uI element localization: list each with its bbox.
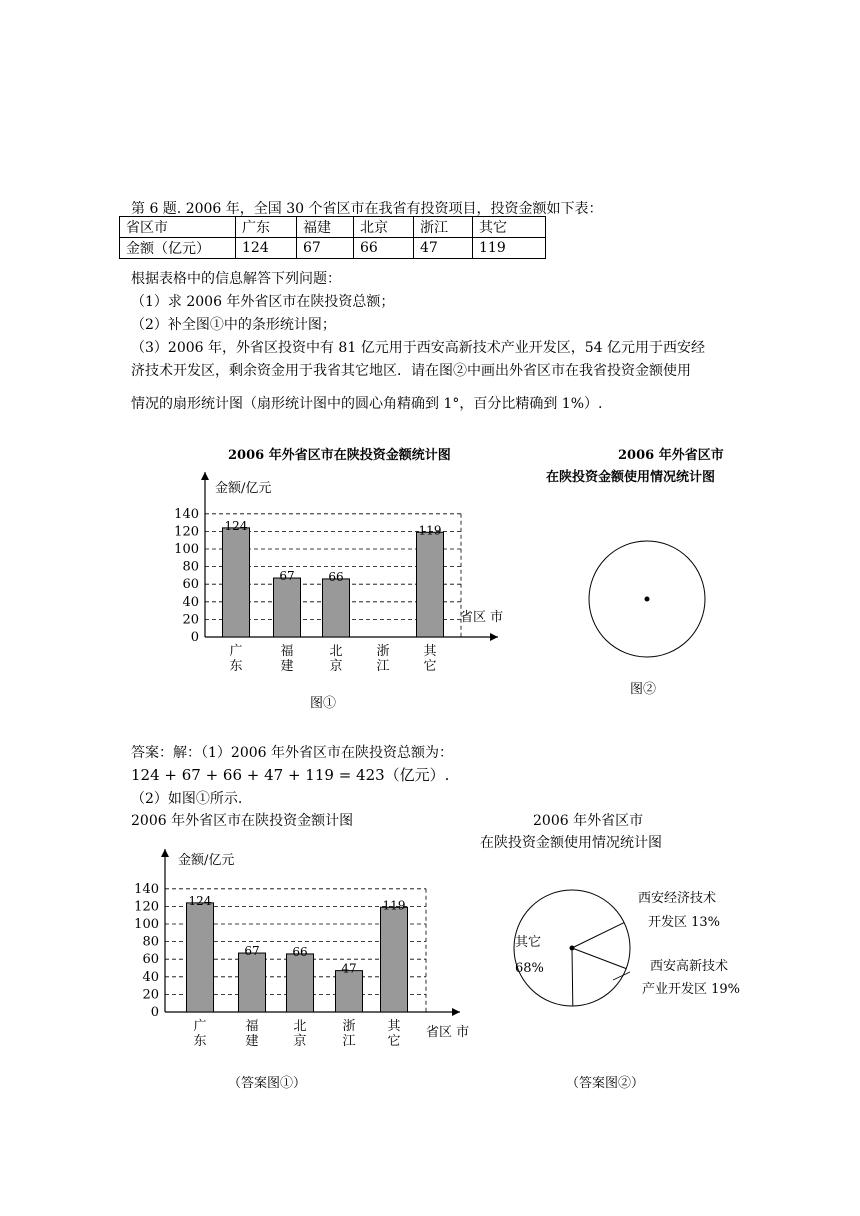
x-axis-arrow — [490, 633, 498, 641]
table-cell: 67 — [297, 238, 354, 259]
y-tick-label: 40 — [142, 969, 159, 985]
bar-value-label: 119 — [418, 523, 442, 538]
answer-line1: 答案：解：（1）2006 年外省区市在陕投资总额为： — [131, 745, 453, 761]
answer-bar-chart — [130, 845, 490, 1055]
pie-slice-boundary — [572, 923, 624, 948]
x-tick-label: 它 — [423, 659, 437, 674]
bar-value-label: 67 — [279, 569, 295, 584]
x-tick-label: 东 — [229, 659, 243, 674]
x-tick-label: 建 — [245, 1034, 259, 1049]
y-axis-label: 金额/亿元 — [215, 481, 272, 496]
x-tick-label: 东 — [193, 1034, 207, 1049]
y-tick-label: 120 — [134, 899, 159, 915]
x-tick-label: 江 — [342, 1034, 356, 1049]
y-tick-label: 0 — [150, 1005, 159, 1020]
x-axis-arrow — [452, 1008, 460, 1016]
answer-chart1-title: 2006 年外省区市在陕投资金额计图 — [131, 813, 354, 829]
bar — [336, 971, 363, 1012]
bar — [223, 528, 250, 637]
x-tick-label: 北 — [329, 644, 343, 659]
question-line: 根据表格中的信息解答下列问题： — [131, 271, 341, 287]
bar — [187, 903, 214, 1012]
bar — [239, 953, 266, 1012]
figure2-caption: 图② — [630, 682, 657, 697]
question-line: （2）补全图①中的条形统计图； — [131, 317, 336, 333]
x-axis-label: 省区 市 — [426, 1025, 470, 1040]
bar-value-label: 119 — [382, 898, 406, 913]
answer-chart2-title-line1: 2006 年外省区市 — [533, 813, 644, 829]
bar — [287, 954, 314, 1012]
y-tick-label: 20 — [142, 987, 159, 1003]
figure1-bar-chart — [170, 470, 510, 680]
table-row — [120, 217, 546, 238]
x-tick-label: 京 — [329, 659, 343, 674]
y-tick-label: 80 — [182, 559, 199, 575]
bar-value-label: 66 — [328, 569, 344, 584]
y-tick-label: 0 — [190, 630, 199, 645]
bar — [323, 579, 350, 637]
pie-center-dot — [645, 597, 650, 602]
answer-caption2: （答案图②） — [566, 1076, 645, 1091]
pie-slice-label: 西安经济技术 — [638, 891, 717, 906]
y-tick-label: 60 — [142, 952, 159, 968]
table-cell: 其它 — [473, 217, 546, 238]
pie-slice-boundary — [572, 948, 573, 1006]
question-line: 情况的扇形统计图（扇形统计图中的圆心角精确到 1°，百分比精确到 1%）. — [131, 396, 603, 412]
answer-chart2-title-line2: 在陕投资金额使用情况统计图 — [480, 835, 662, 851]
x-tick-label: 京 — [293, 1034, 307, 1049]
pie-slice-label: 其它 — [515, 935, 542, 950]
question-line: （1）求 2006 年外省区市在陕投资总额； — [131, 294, 395, 310]
table-cell: 北京 — [354, 217, 414, 238]
pie-slice-label: 产业开发区 19% — [642, 982, 741, 997]
bar — [417, 532, 444, 637]
y-tick-label: 60 — [182, 577, 199, 593]
pie-slice-label: 开发区 13% — [648, 915, 721, 930]
x-tick-label: 其 — [423, 644, 437, 659]
answer-line3: （2）如图①所示. — [131, 791, 243, 807]
investment-table — [119, 216, 546, 259]
y-axis-arrow — [161, 849, 169, 857]
x-tick-label: 浙 — [376, 644, 390, 659]
pie-slice-label: 西安高新技术 — [650, 959, 729, 974]
y-tick-label: 140 — [134, 881, 159, 897]
table-cell: 广东 — [236, 217, 297, 238]
table-cell: 119 — [473, 238, 546, 259]
question-intro: 第 6 题. 2006 年，全国 30 个省区市在我省有投资项目，投资金额如下表： — [131, 201, 603, 217]
table-cell: 47 — [414, 238, 473, 259]
y-tick-label: 100 — [174, 542, 199, 557]
y-tick-label: 40 — [182, 594, 199, 610]
x-tick-label: 福 — [280, 644, 294, 659]
figure1-caption: 图① — [310, 696, 337, 711]
table-row — [120, 238, 546, 259]
x-tick-label: 其 — [387, 1019, 401, 1034]
y-tick-label: 140 — [174, 506, 199, 522]
bar-value-label: 47 — [341, 961, 357, 976]
pie-slice-percent: 68% — [515, 961, 544, 976]
bar-value-label: 66 — [292, 944, 308, 959]
bar — [274, 578, 301, 637]
x-tick-label: 它 — [387, 1034, 401, 1049]
y-tick-label: 20 — [182, 612, 199, 628]
x-tick-label: 浙 — [342, 1019, 356, 1034]
answer-formula: 124 + 67 + 66 + 47 + 119 = 423（亿元）. — [131, 766, 450, 784]
figure2-title-line1: 2006 年外省区市 — [618, 448, 724, 463]
table-cell: 福建 — [297, 217, 354, 238]
y-tick-label: 80 — [142, 934, 159, 950]
figure2-title-line2: 在陕投资金额使用情况统计图 — [546, 470, 716, 485]
x-tick-label: 广 — [193, 1019, 207, 1034]
question-line: （3）2006 年，外省区投资中有 81 亿元用于西安高新技术产业开发区，54 亿元用于西安经 — [131, 340, 705, 356]
bar-value-label: 124 — [224, 518, 248, 533]
table-cell: 金额（亿元） — [120, 238, 236, 259]
y-tick-label: 120 — [174, 524, 199, 540]
figure2-pie-chart — [585, 537, 709, 661]
x-axis-label: 省区 市 — [460, 610, 504, 625]
pie-slice-boundary — [572, 948, 626, 969]
figure1-title: 2006 年外省区市在陕投资金额统计图 — [228, 448, 451, 463]
x-tick-label: 江 — [376, 659, 390, 674]
y-axis-label: 金额/亿元 — [178, 853, 235, 868]
pie-center-dot — [570, 946, 575, 951]
table-cell: 省区市 — [120, 217, 236, 238]
table-cell: 124 — [236, 238, 297, 259]
table-cell: 浙江 — [414, 217, 473, 238]
question-line: 济技术开发区，剩余资金用于我省其它地区．请在图②中画出外省区市在我省投资金额使用 — [131, 363, 691, 379]
bar-value-label: 124 — [188, 893, 212, 908]
x-tick-label: 北 — [293, 1019, 307, 1034]
y-tick-label: 100 — [134, 917, 159, 932]
x-tick-label: 福 — [245, 1019, 259, 1034]
x-tick-label: 广 — [229, 644, 243, 659]
y-axis-arrow — [201, 472, 209, 480]
bar-value-label: 67 — [244, 944, 260, 959]
answer-caption1: （答案图①） — [228, 1076, 307, 1091]
x-tick-label: 建 — [280, 659, 294, 674]
table-cell: 66 — [354, 238, 414, 259]
answer-pie-chart — [505, 880, 765, 1020]
bar — [381, 907, 408, 1012]
